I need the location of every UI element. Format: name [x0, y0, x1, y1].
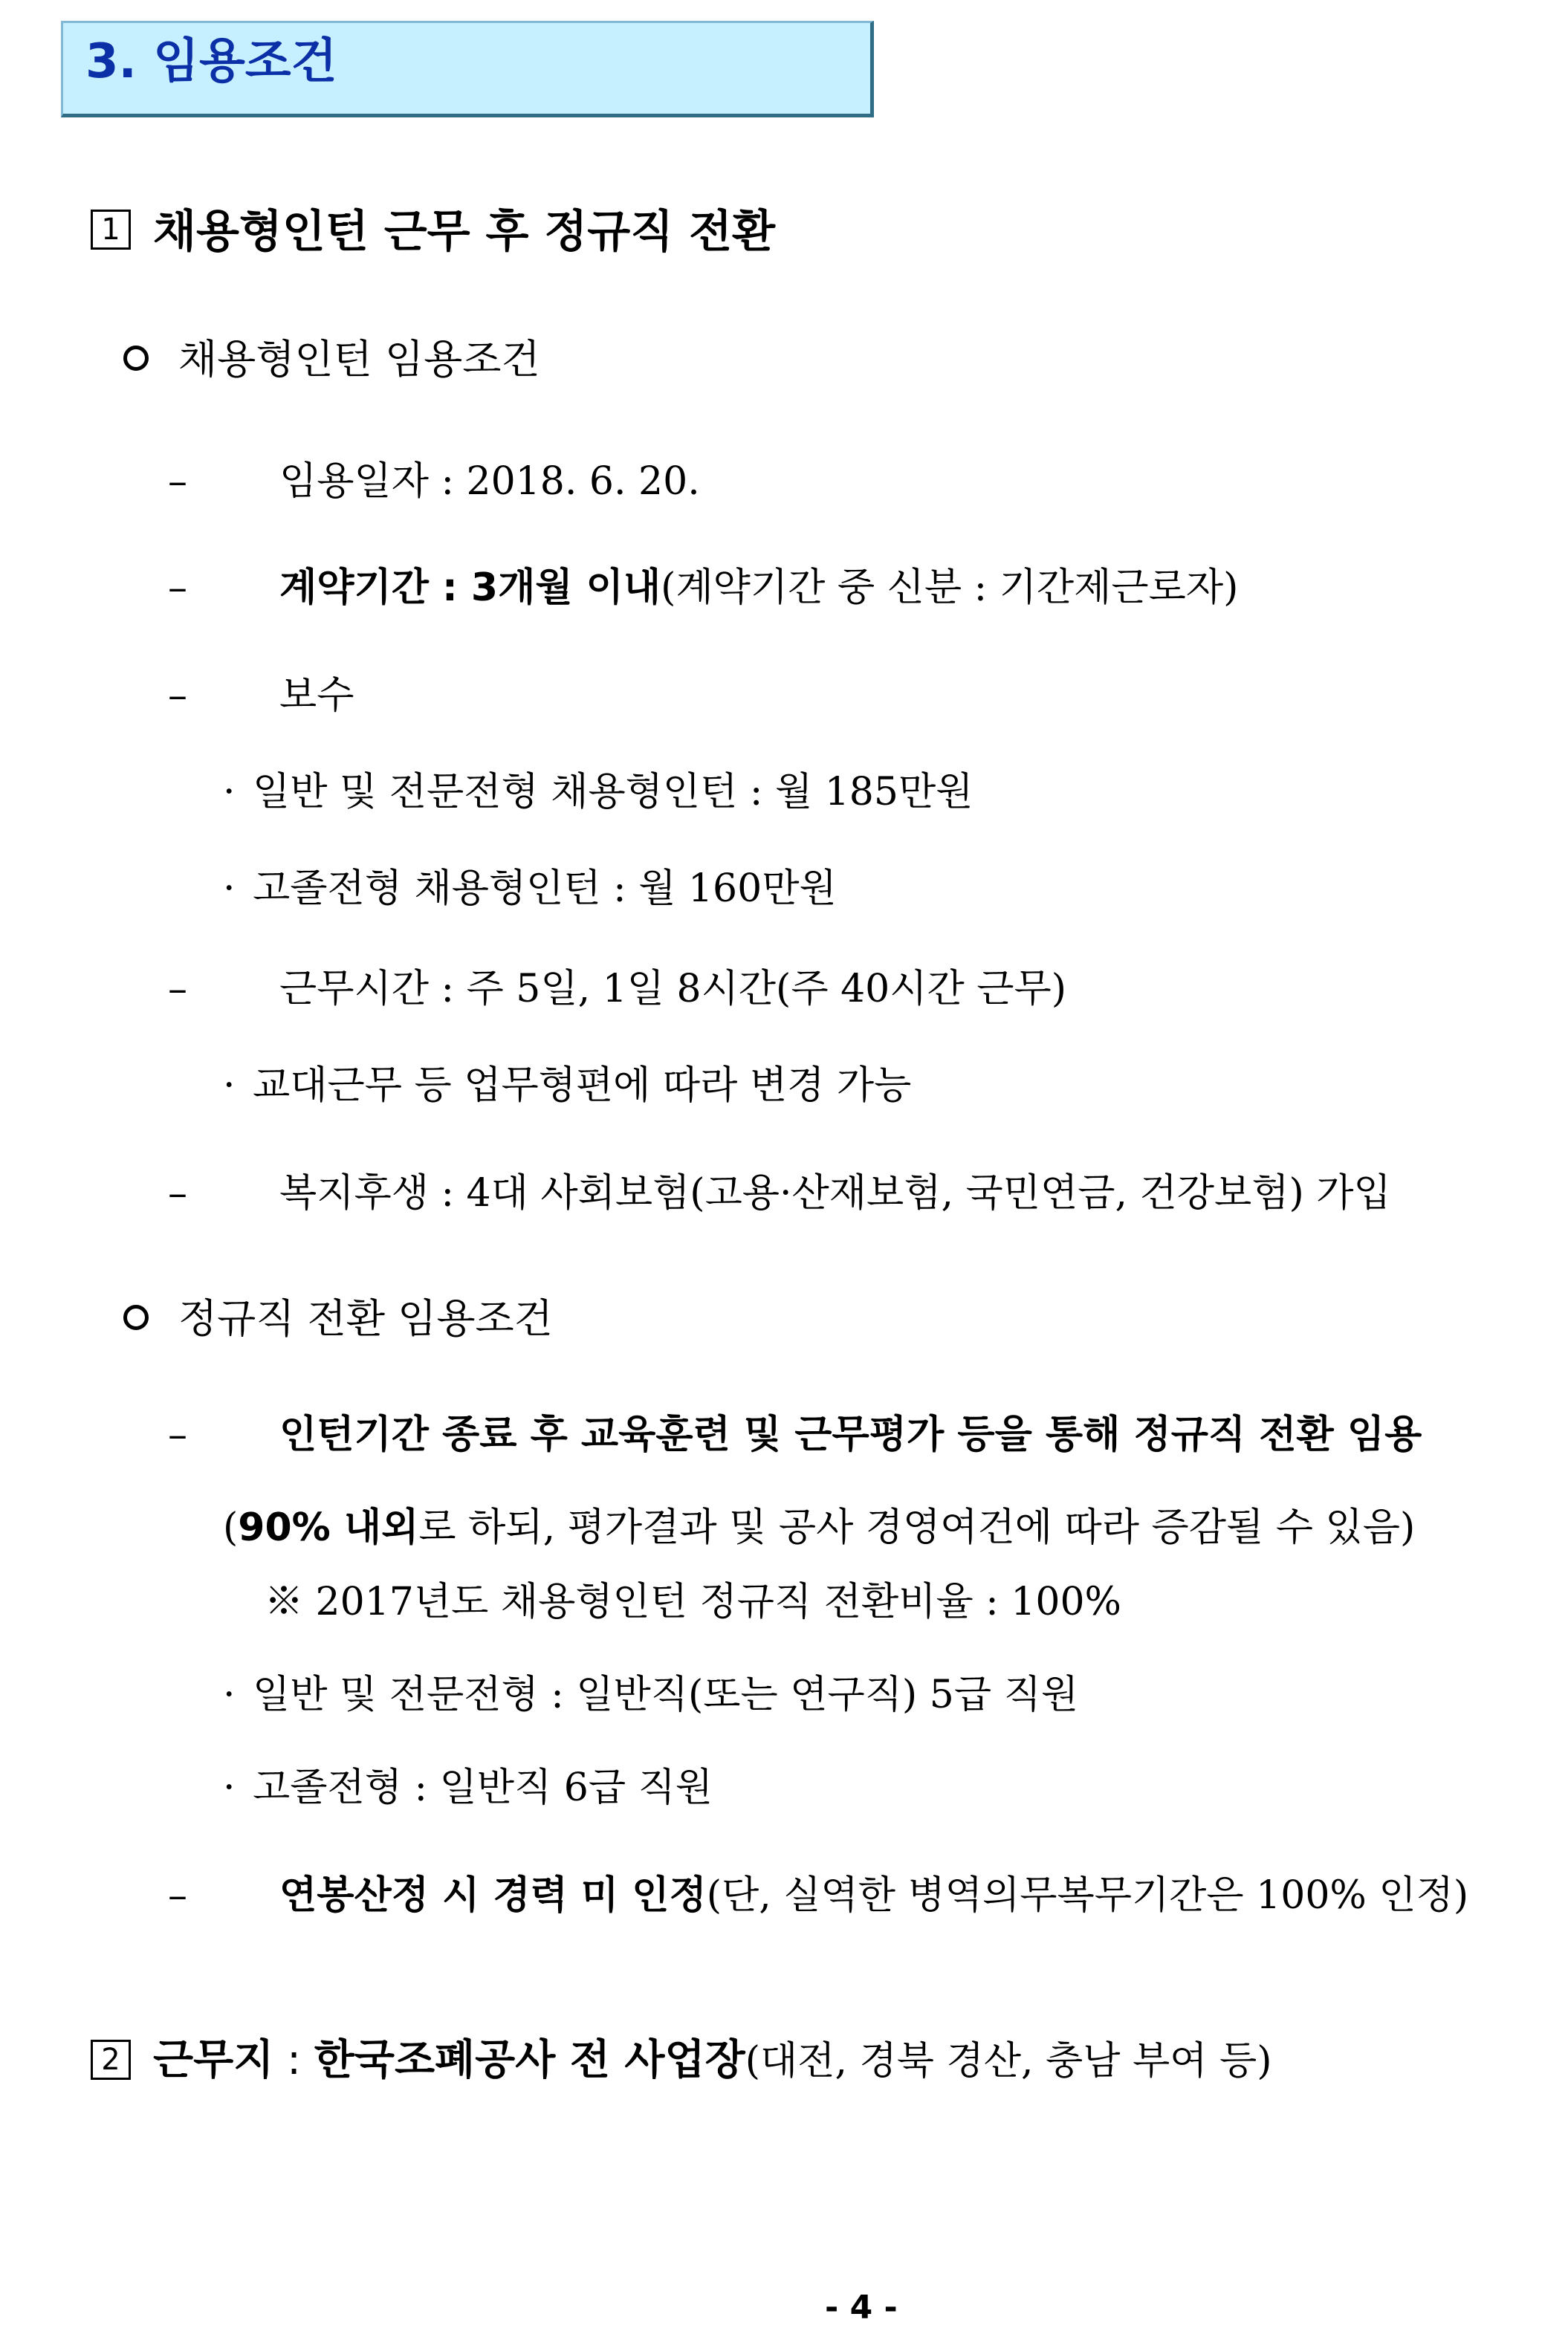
section-header-title: 3. 임용조건: [85, 34, 337, 89]
section2-bold: 한국조폐공사 전 사업장: [314, 2036, 745, 2084]
section2-number-box: 2: [91, 2040, 131, 2080]
regular-conversion: – 인턴기간 종료 후 교육훈련 및 근무평가 등을 통해 정규직 전환 임용: [168, 1413, 1422, 1457]
intern-pay-general: · 일반 및 전문전형 채용형인턴 : 월 185만원: [223, 770, 973, 814]
regular-subheading-text: 정규직 전환 임용조건: [178, 1295, 553, 1342]
regular-subheading: [123, 1295, 553, 1342]
section2-detail: (대전, 경북 경산, 충남 부여 등): [745, 2039, 1272, 2084]
section-header-box: [61, 21, 874, 117]
intern-pay: – 보수: [168, 673, 354, 718]
circle-bullet-icon: [123, 346, 149, 371]
intern-contract-period: – 계약기간 : 3개월 이내(계약기간 중 신분 : 기간제근로자): [168, 565, 1239, 610]
section1-heading: [91, 206, 776, 258]
regular-conversion-note: ※ 2017년도 채용형인턴 정규직 전환비율 : 100%: [265, 1580, 1121, 1624]
regular-grade-general: · 일반 및 전문전형 : 일반직(또는 연구직) 5급 직원: [223, 1673, 1079, 1717]
regular-conversion-detail: (90% 내외로 하되, 평가결과 및 공사 경영여건에 따라 증감될 수 있음): [223, 1505, 1416, 1550]
section1-title: 채용형인턴 근무 후 정규직 전환: [153, 206, 776, 258]
intern-work-hours-note: · 교대근무 등 업무형편에 따라 변경 가능: [223, 1063, 912, 1108]
regular-salary: – 연봉산정 시 경력 미 인정(단, 실역한 병역의무복무기간은 100% 인정): [168, 1873, 1469, 1918]
intern-start-date: – 임용일자 : 2018. 6. 20.: [168, 459, 700, 504]
section1-number-box: 1: [91, 210, 131, 250]
section2-label: 근무지: [153, 2036, 274, 2084]
page-number: - 4 -: [825, 2289, 898, 2327]
intern-pay-highschool: · 고졸전형 채용형인턴 : 월 160만원: [223, 866, 837, 911]
intern-subheading: [123, 336, 540, 383]
section2-heading: 2 근무지 : 한국조폐공사 전 사업장(대전, 경북 경산, 충남 부여 등): [91, 2040, 1272, 2081]
intern-work-hours: – 근무시간 : 주 5일, 1일 8시간(주 40시간 근무): [168, 967, 1066, 1011]
intern-subheading-text: 채용형인턴 임용조건: [178, 336, 540, 383]
circle-bullet-icon: [123, 1305, 149, 1330]
regular-grade-highschool: · 고졸전형 : 일반직 6급 직원: [223, 1766, 713, 1810]
intern-welfare: – 복지후생 : 4대 사회보험(고용·산재보험, 국민연금, 건강보험) 가입: [168, 1171, 1391, 1216]
